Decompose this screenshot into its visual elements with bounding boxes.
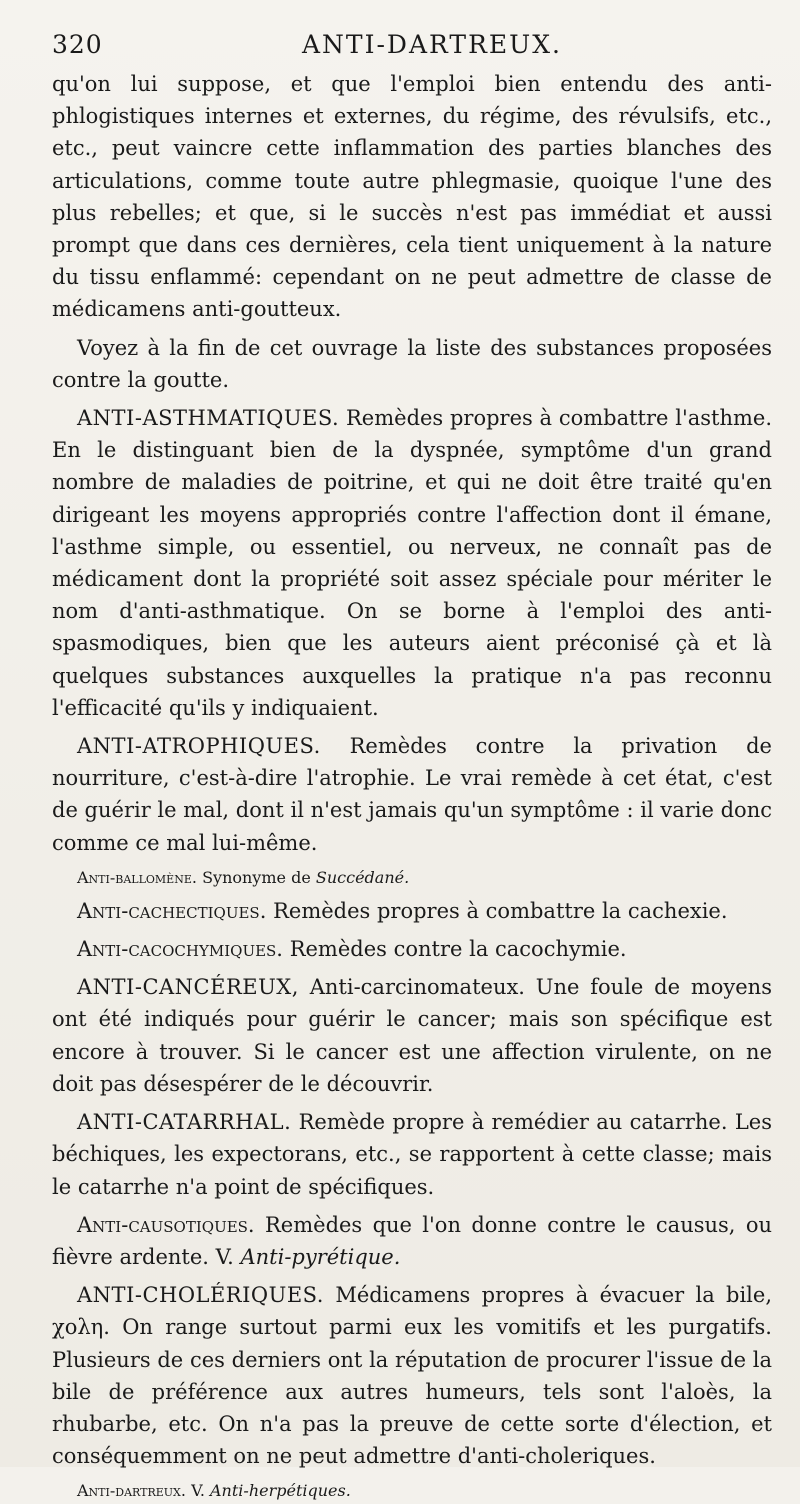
entry-term: ANTI-CHOLÉRIQUES. — [77, 1283, 324, 1308]
entry-term: ANTI-ASTHMATIQUES. — [77, 406, 340, 431]
cross-reference: Anti-pyrétique. — [240, 1244, 401, 1269]
entry-anti-catarrhal — [52, 1106, 772, 1203]
paragraph-voyez-goutte: Voyez à la fin de cet ouvrage la liste des substances proposées contre la goutte. — [52, 335, 772, 392]
page-header — [52, 30, 772, 68]
entry-definition: Remèdes propres à combattre la cachexie. — [273, 898, 728, 923]
entry-term: ANTI-CATARRHAL. — [77, 1110, 292, 1135]
entry-anti-causotiques — [52, 1209, 772, 1273]
entry-definition: V. — [191, 1481, 205, 1501]
page-text — [52, 68, 772, 1504]
cross-reference: Succédané. — [315, 867, 410, 887]
entry-term: ANTI-ATROPHIQUES. — [77, 734, 321, 759]
running-title: ANTI-DARTREUX. — [302, 30, 562, 59]
entry-definition: Remèdes propres à combattre l'asthme. En le distinguant bien de la dyspnée, symptôme d'un grand nombre de maladies de poitrine, et qui ne doit être traité qu'en dirigeant les moyens appropriés contre l'affection dont il émane, l'asthme simple, ou essentiel, ou nerveux, ne connaît pas de médicament dont la propriété soit assez spéciale pour mériter le nom d'anti-asthmatique. On se borne à l'emploi des anti-spasmodiques, bien que les auteurs aient préconisé çà et là quelques substances auxquelles la pratique n'a pas reconnu l'efficacité qu'ils y indiquaient. — [52, 406, 772, 720]
entry-definition: Anti-carcinomateux. Une foule de moyens ont été indiqués pour guérir le cancer; mais son spécifique est encore à trouver. Si le cancer est une affection virulente, on ne doit pas désespérer de le découvrir. — [52, 975, 772, 1096]
entry-term: ANTI-CANCÉREUX, — [77, 975, 299, 1000]
entry-anti-choleriques — [52, 1279, 772, 1472]
entry-definition: Synonyme de — [202, 867, 311, 887]
cross-reference: Anti-herpétiques. — [210, 1481, 351, 1501]
entry-definition: Remèdes contre la cacochymie. — [289, 937, 627, 962]
entry-anti-dartreux — [52, 1478, 772, 1504]
entry-term: Anti-dartreux. — [77, 1481, 186, 1501]
entry-definition: Médicamens propres à évacuer la bile, χολη. On range surtout parmi eux les vomitifs et les purgatifs. Plusieurs de ces derniers ont la réputation de procurer l'issue de la bile de préférence aux autres humeurs, tels sont l'aloès, la rhubarbe, etc. On n'a pas la preuve de cette sorte d'élection, et conséquemment on ne peut admettre d'anti-choleriques. — [52, 1283, 773, 1469]
entry-term: Anti-causotiques. — [77, 1212, 255, 1237]
entry-definition: Remède propre à remédier au catarrhe. Les béchiques, les expectorans, etc., se rapportent à cette classe; mais le catarrhe n'a point de spécifiques. — [52, 1110, 772, 1199]
entry-anti-cacochymiques — [52, 933, 772, 965]
entry-anti-cancereux — [52, 971, 772, 1100]
entry-anti-asthmatiques — [52, 402, 772, 724]
entry-term: Anti-ballomène. — [77, 867, 197, 887]
entry-definition: Remèdes que l'on donne contre le causus, ou fièvre ardente. V. — [52, 1212, 772, 1269]
entry-anti-ballomene — [52, 865, 772, 891]
entry-term: Anti-cachectiques. — [77, 898, 267, 923]
entry-anti-cachectiques — [52, 895, 772, 927]
entry-anti-atrophiques — [52, 730, 772, 859]
entry-term: Anti-cacochymiques. — [77, 937, 283, 962]
paragraph-goutte-continued: qu'on lui suppose, et que l'emploi bien entendu des anti-phlogistiques internes et externes, du régime, des révulsifs, etc., etc., peut vaincre cette inflammation des parties blanches des articulations, comme toute autre phlegmasie, quoique l'une des plus rebelles; et que, si le succès n'est pas immédiat et aussi prompt que dans ces dernières, cela tient uniquement à la nature du tissu enflammé: cependant on ne peut admettre de classe de médicamens anti-goutteux. — [52, 72, 772, 322]
page-number: 320 — [52, 30, 103, 59]
entry-definition: Remèdes contre la privation de nourriture, c'est-à-dire l'atrophie. Le vrai remède à cet état, c'est de guérir le mal, dont il n'est jamais qu'un symptôme : il varie donc comme ce mal lui-même. — [52, 734, 772, 855]
